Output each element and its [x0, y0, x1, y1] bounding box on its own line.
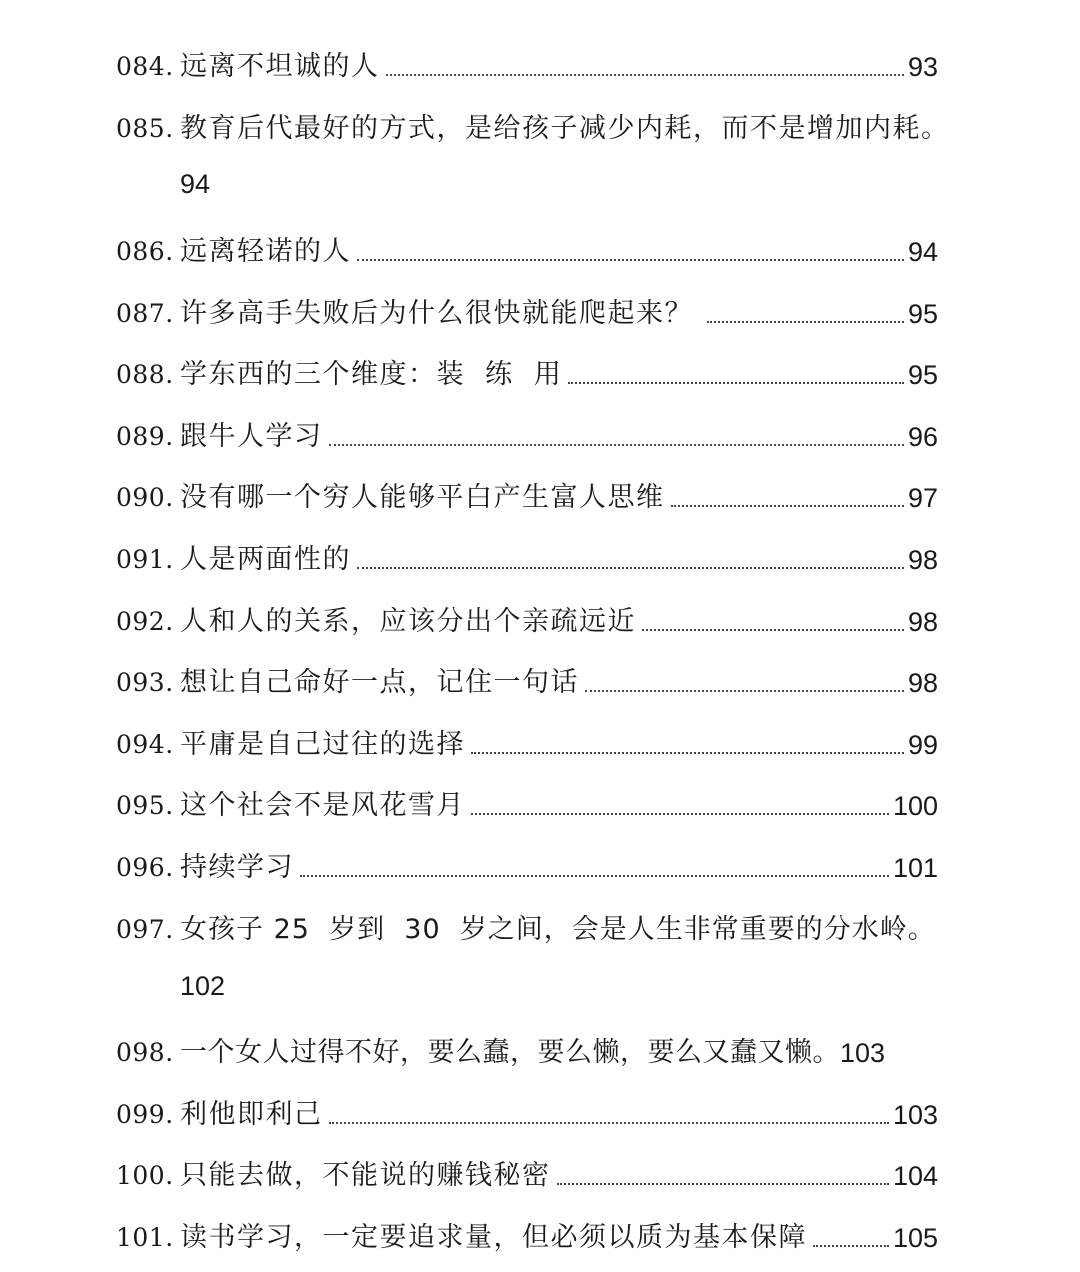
entry-title: 没有哪一个穷人能够平白产生富人思维	[180, 482, 665, 513]
dot-leader	[357, 259, 904, 261]
toc-entry-097[interactable]	[116, 903, 938, 947]
dot-leader	[386, 74, 904, 76]
entry-number: 101.	[116, 1223, 174, 1252]
page-number: 103	[892, 1100, 938, 1130]
toc-entry-099[interactable]	[116, 1088, 938, 1132]
entry-title: 许多高手失败后为什么很快就能爬起来？	[180, 298, 693, 329]
entry-title: 只能去做，不能说的赚钱秘密	[180, 1160, 551, 1191]
toc-entry-098[interactable]	[116, 1026, 938, 1070]
toc-entry-085[interactable]	[116, 102, 950, 146]
entry-title: 平庸是自己过往的选择	[180, 729, 465, 760]
dot-leader	[671, 505, 904, 507]
entry-title: 这个社会不是风花雪月	[180, 790, 465, 821]
entry-number: 093.	[116, 668, 174, 697]
page-number: 95	[907, 299, 938, 329]
page-number: 97	[907, 483, 938, 513]
entry-number: 091.	[116, 545, 174, 574]
entry-number: 084.	[116, 52, 174, 81]
toc-entry-090[interactable]	[116, 471, 938, 515]
dot-leader	[329, 1122, 889, 1124]
entry-title: 人是两面性的	[180, 544, 351, 575]
toc-entry-091[interactable]	[116, 533, 938, 577]
toc-entry-089[interactable]	[116, 410, 938, 454]
entry-number: 088.	[116, 360, 174, 389]
toc-entry-087[interactable]	[116, 287, 938, 331]
dot-leader	[642, 629, 904, 631]
dot-leader	[568, 382, 904, 384]
dot-leader	[707, 321, 904, 323]
toc-entry-101[interactable]	[116, 1211, 938, 1255]
entry-number: 089.	[116, 422, 174, 451]
entry-title: 学东西的三个维度：装 练 用	[180, 359, 563, 390]
entry-number: 099.	[116, 1100, 174, 1129]
toc-entry-084[interactable]	[116, 40, 938, 84]
page-number: 98	[907, 607, 938, 637]
page-number: 94	[180, 169, 211, 199]
dot-leader	[471, 813, 889, 815]
dot-leader	[300, 875, 889, 877]
entry-number: 094.	[116, 730, 174, 759]
entry-number: 096.	[116, 853, 174, 882]
toc-entry-093[interactable]	[116, 656, 938, 700]
dot-leader	[471, 752, 904, 754]
entry-title: 人和人的关系，应该分出个亲疏远近	[180, 606, 636, 637]
page-number: 100	[892, 791, 938, 821]
toc-entry-088[interactable]	[116, 348, 938, 392]
entry-number: 090.	[116, 483, 174, 512]
entry-number: 086.	[116, 237, 174, 266]
toc-entry-092[interactable]	[116, 595, 938, 639]
entry-number: 097.	[116, 915, 174, 944]
entry-title: 读书学习，一定要追求量，但必须以质为基本保障	[180, 1222, 807, 1253]
entry-title: 持续学习	[180, 852, 294, 883]
page-number: 104	[892, 1161, 938, 1191]
toc-entry-086[interactable]	[116, 225, 938, 269]
entry-title: 一个女人过得不好，要么蠢，要么懒，要么又蠢又懒。	[180, 1037, 840, 1068]
page-number: 99	[907, 730, 938, 760]
page-number: 93	[907, 52, 938, 82]
entry-title: 女孩子 25 岁到 30 岁之间，会是人生非常重要的分水岭。	[180, 914, 936, 945]
dot-leader	[329, 444, 904, 446]
page-number: 98	[907, 545, 938, 575]
entry-number: 095.	[116, 791, 174, 820]
toc-entry-096[interactable]	[116, 841, 938, 885]
page-number: 94	[907, 237, 938, 267]
dot-leader	[557, 1183, 889, 1185]
dot-leader	[813, 1245, 889, 1247]
entry-number: 092.	[116, 607, 174, 636]
toc-entry-095[interactable]	[116, 779, 938, 823]
page-number: 103	[840, 1038, 886, 1068]
page-number: 105	[892, 1223, 938, 1253]
dot-leader	[357, 567, 904, 569]
entry-number: 098.	[116, 1038, 174, 1067]
page-number: 95	[907, 360, 938, 390]
entry-title: 远离不坦诚的人	[180, 51, 380, 82]
page-number: 96	[907, 422, 938, 452]
dot-leader	[585, 690, 904, 692]
entry-number: 087.	[116, 299, 174, 328]
entry-title: 远离轻诺的人	[180, 236, 351, 267]
toc-entry-094[interactable]	[116, 718, 938, 762]
entry-title: 利他即利己	[180, 1099, 323, 1130]
page-number: 101	[892, 853, 938, 883]
toc-entry-100[interactable]	[116, 1149, 938, 1193]
entry-title: 教育后代最好的方式，是给孩子减少内耗，而不是增加内耗。	[180, 113, 950, 144]
page-number: 98	[907, 668, 938, 698]
page-number: 102	[180, 971, 226, 1001]
entry-title: 想让自己命好一点，记住一句话	[180, 667, 579, 698]
entry-number: 085.	[116, 114, 174, 143]
entry-title: 跟牛人学习	[180, 421, 323, 452]
entry-number: 100.	[116, 1161, 174, 1190]
